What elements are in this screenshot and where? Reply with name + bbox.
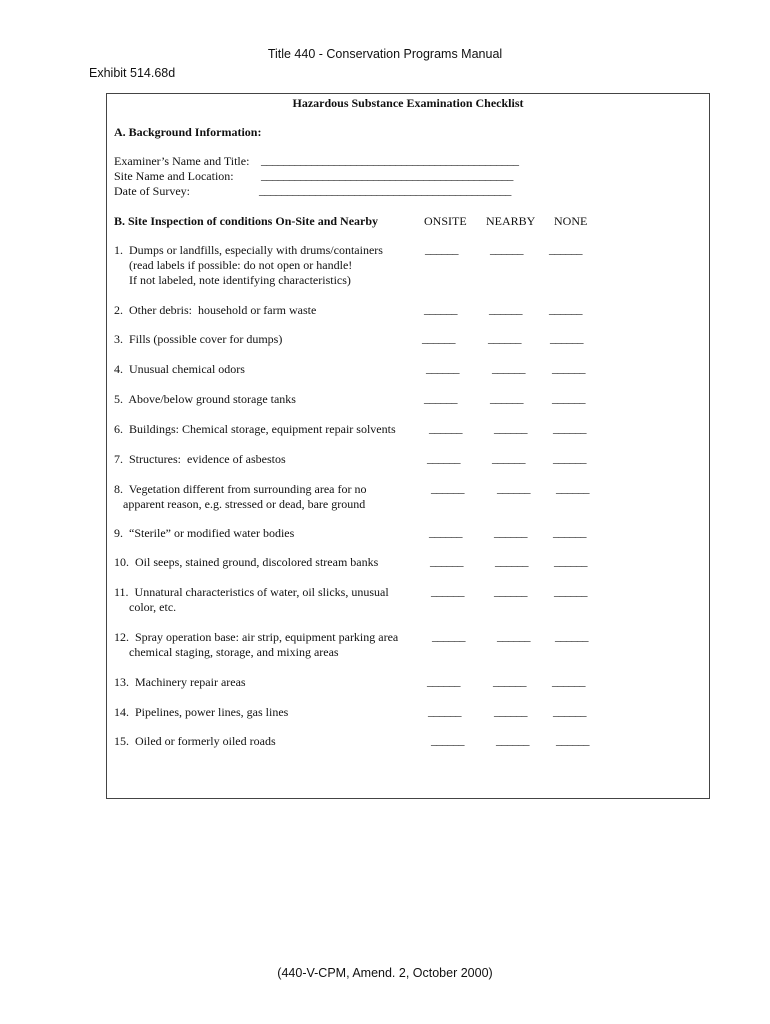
none-blank[interactable]: ______ — [553, 451, 586, 465]
checklist-item-text: 7. Structures: evidence of asbestos — [114, 452, 286, 466]
onsite-blank[interactable]: ______ — [431, 733, 464, 747]
nearby-blank[interactable]: ______ — [490, 391, 523, 405]
none-blank[interactable]: ______ — [553, 525, 586, 539]
onsite-blank[interactable]: ______ — [425, 242, 458, 256]
nearby-blank[interactable]: ______ — [494, 584, 527, 598]
none-blank[interactable]: ______ — [549, 242, 582, 256]
examiner-name-field[interactable]: ______________________________________________ — [261, 153, 519, 167]
none-blank[interactable]: ______ — [553, 421, 586, 435]
onsite-blank[interactable]: ______ — [424, 391, 457, 405]
none-blank[interactable]: ______ — [549, 302, 582, 316]
none-blank[interactable]: ______ — [556, 481, 589, 495]
page-footer: (440-V-CPM, Amend. 2, October 2000) — [277, 966, 493, 980]
checklist-item-text: 2. Other debris: household or farm waste — [114, 303, 317, 317]
checklist-item-text: 8. Vegetation different from surrounding area for no — [114, 482, 367, 496]
site-name-label: Site Name and Location: — [114, 169, 234, 183]
checklist-item-text: 11. Unnatural characteristics of water, oil slicks, unusual — [114, 585, 389, 599]
nearby-blank[interactable]: ______ — [496, 733, 529, 747]
nearby-blank[interactable]: ______ — [497, 481, 530, 495]
nearby-blank[interactable]: ______ — [497, 629, 530, 643]
onsite-blank[interactable]: ______ — [429, 421, 462, 435]
page-header-title: Title 440 - Conservation Programs Manual — [267, 47, 503, 61]
none-blank[interactable]: ______ — [550, 331, 583, 345]
checklist-item-text: 15. Oiled or formerly oiled roads — [114, 734, 276, 748]
nearby-blank[interactable]: ______ — [494, 704, 527, 718]
checklist-title: Hazardous Substance Examination Checklist — [292, 96, 524, 110]
examiner-name-label: Examiner’s Name and Title: — [114, 154, 250, 168]
column-header-none: NONE — [554, 214, 588, 228]
onsite-blank[interactable]: ______ — [426, 361, 459, 375]
onsite-blank[interactable]: ______ — [424, 302, 457, 316]
onsite-blank[interactable]: ______ — [432, 629, 465, 643]
checklist-item-text: 13. Machinery repair areas — [114, 675, 246, 689]
checklist-item-text: 1. Dumps or landfills, especially with drums/containers — [114, 243, 383, 257]
onsite-blank[interactable]: ______ — [429, 525, 462, 539]
onsite-blank[interactable]: ______ — [431, 584, 464, 598]
checklist-item-text: 9. “Sterile” or modified water bodies — [114, 526, 295, 540]
none-blank[interactable]: ______ — [553, 704, 586, 718]
checklist-item-text: chemical staging, storage, and mixing areas — [114, 645, 339, 659]
onsite-blank[interactable]: ______ — [431, 481, 464, 495]
checklist-item-text: 5. Above/below ground storage tanks — [114, 392, 296, 406]
nearby-blank[interactable]: ______ — [490, 242, 523, 256]
nearby-blank[interactable]: ______ — [494, 421, 527, 435]
checklist-item-text: (read labels if possible: do not open or handle! — [114, 258, 353, 272]
site-name-field[interactable]: _____________________________________________ — [261, 168, 514, 182]
onsite-blank[interactable]: ______ — [422, 331, 455, 345]
nearby-blank[interactable]: ______ — [495, 554, 528, 568]
none-blank[interactable]: ______ — [555, 629, 588, 643]
none-blank[interactable]: ______ — [552, 391, 585, 405]
onsite-blank[interactable]: ______ — [428, 704, 461, 718]
nearby-blank[interactable]: ______ — [494, 525, 527, 539]
none-blank[interactable]: ______ — [554, 554, 587, 568]
none-blank[interactable]: ______ — [554, 584, 587, 598]
date-of-survey-field[interactable]: _____________________________________________ — [259, 183, 512, 197]
nearby-blank[interactable]: ______ — [493, 674, 526, 688]
exhibit-label: Exhibit 514.68d — [89, 66, 176, 80]
onsite-blank[interactable]: ______ — [427, 451, 460, 465]
checklist-box — [106, 93, 710, 799]
none-blank[interactable]: ______ — [552, 361, 585, 375]
none-blank[interactable]: ______ — [552, 674, 585, 688]
onsite-blank[interactable]: ______ — [430, 554, 463, 568]
checklist-item-text: 12. Spray operation base: air strip, equipment parking area — [114, 630, 399, 644]
checklist-item-text: 4. Unusual chemical odors — [114, 362, 245, 376]
section-b-heading: B. Site Inspection of conditions On-Site and Nearby — [114, 214, 379, 228]
checklist-item-text: 3. Fills (possible cover for dumps) — [114, 332, 283, 346]
checklist-item-text: 14. Pipelines, power lines, gas lines — [114, 705, 289, 719]
checklist-item-text: apparent reason, e.g. stressed or dead, bare ground — [114, 497, 366, 511]
checklist-item-text: color, etc. — [114, 600, 177, 614]
nearby-blank[interactable]: ______ — [492, 451, 525, 465]
checklist-item-text: If not labeled, note identifying characteristics) — [114, 273, 351, 287]
checklist-item-text: 10. Oil seeps, stained ground, discolored stream banks — [114, 555, 379, 569]
nearby-blank[interactable]: ______ — [492, 361, 525, 375]
none-blank[interactable]: ______ — [556, 733, 589, 747]
checklist-item-text: 6. Buildings: Chemical storage, equipment repair solvents — [114, 422, 396, 436]
onsite-blank[interactable]: ______ — [427, 674, 460, 688]
column-header-nearby: NEARBY — [486, 214, 536, 228]
nearby-blank[interactable]: ______ — [489, 302, 522, 316]
nearby-blank[interactable]: ______ — [488, 331, 521, 345]
section-a-heading: A. Background Information: — [114, 125, 262, 139]
column-header-onsite: ONSITE — [424, 214, 467, 228]
date-of-survey-label: Date of Survey: — [114, 184, 190, 198]
